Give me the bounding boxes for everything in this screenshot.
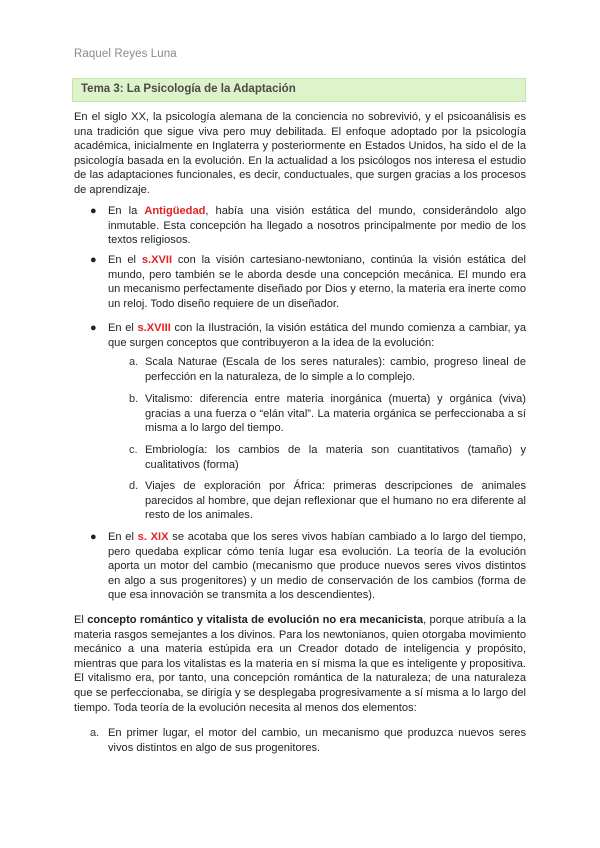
bullet-item-sxviii: En el s.XVIII con la Ilustración, la visión estática del mundo comienza a cambiar, ya que surgen conceptos que contribuyeron a la idea de la evolución: [108, 322, 526, 349]
bullet-item-sxix: En el s. XIX se acotaba que los seres vivos habían cambiado a lo largo del tiempo, pero quedaba explicar cómo tenía lugar esa evolución. La teoría de la evolución aporta un motor del cambio (mecanismo que produce nuevos seres vivos distintos en algo a sus progenitores) y un medio de conservación de los cambios (forma de que esa innovación se transmita a los descendientes). [108, 531, 527, 602]
title-box [72, 78, 526, 102]
sublist-marker: c. [129, 444, 138, 456]
bold-concept: concepto romántico y vitalista de evolución no era mecanicista [87, 614, 424, 626]
author-name: Raquel Reyes Luna [74, 48, 177, 60]
sublist-item-viajes: Viajes de exploración por África: primeras descripciones de animales parecidos al hombre, que dejan reflexionar que el humano no era diferente al resto de los animales. [145, 480, 526, 522]
bullet-dot: ● [90, 254, 97, 266]
bullet-item-antiguedad: En la Antigüedad, había una visión estática del mundo, considerándolo algo inmutable. Esta concepción ha llegado a nosotros principalmente por medio de los textos religiosos. [108, 205, 526, 247]
final-list-marker: a. [90, 727, 100, 739]
highlight-sxix: s. XIX [137, 531, 169, 543]
sublist-item-scala-naturae: Scala Naturae (Escala de los seres naturales): cambio, progreso lineal de perfección en la naturaleza, de lo simple a lo complejo. [145, 356, 526, 383]
sublist-item-vitalismo: Vitalismo: diferencia entre materia inorgánica (muerta) y orgánica (viva) gracias a una fuerza o “elán vital”. La materia orgánica se perfeccionaba a sí misma a lo largo del tiempo. [145, 393, 526, 435]
closing-paragraph: El concepto romántico y vitalista de evolución no era mecanicista, porque atribuía a la materia rasgos semejantes a los divinos. Para los newtonianos, quien otorgaba movimiento mecánico a una materia estúpida era un Creador dotado de inteligencia y propósito, mientras que para los vitalistas es la materia en sí misma la que es inteligente y propositiva. El vitalismo era, por tanto, una concepción romántica de la naturaleza; de una naturaleza que se perfeccionaba, se dirigía y se desplegaba progresivamente a sí misma a lo largo del tiempo. Toda teoría de la evolución necesita al menos dos elementos: [74, 614, 526, 714]
intro-paragraph: En el siglo XX, la psicología alemana de la conciencia no sobrevivió, y el psicoanálisis es una tradición que sigue viva pero muy debilitada. El enfoque adoptado por la psicología académica, inicialmente en Inglaterra y posteriormente en Estados Unidos, ha sido el de la psicología basada en la evolución. En la actualidad a los psicólogos nos interesa el estudio de las adaptaciones funcionales, es decir, conductuales, que surgen gracias a los procesos de aprendizaje. [74, 111, 526, 196]
bullet-item-sxvii: En el s.XVII con la visión cartesiano-newtoniano, continúa la visión estática del mundo, pero también se le aborda desde una concepción mecánica. El mundo era un mecanismo perfectamente diseñado por Dios y eterno, la materia era inerte como un reloj. Todo diseño requiere de un diseñador. [108, 254, 526, 310]
bullet-dot: ● [90, 205, 97, 217]
bullet-dot: ● [90, 531, 97, 543]
highlight-sxvii: s.XVII [141, 254, 173, 266]
final-list-item-motor: En primer lugar, el motor del cambio, un mecanismo que produzca nuevos seres vivos distintos en algo de sus progenitores. [108, 727, 526, 754]
page-title: Tema 3: La Psicología de la Adaptación [81, 83, 296, 95]
bullet-dot: ● [90, 322, 97, 334]
highlight-sxviii: s.XVIII [137, 322, 171, 334]
highlight-antiguedad: Antigüedad [144, 205, 206, 217]
sublist-marker: a. [129, 356, 139, 368]
sublist-marker: b. [129, 393, 139, 405]
sublist-marker: d. [129, 480, 139, 492]
sublist-item-embriologia: Embriología: los cambios de la materia son cuantitativos (tamaño) y cualitativos (forma) [145, 444, 526, 471]
